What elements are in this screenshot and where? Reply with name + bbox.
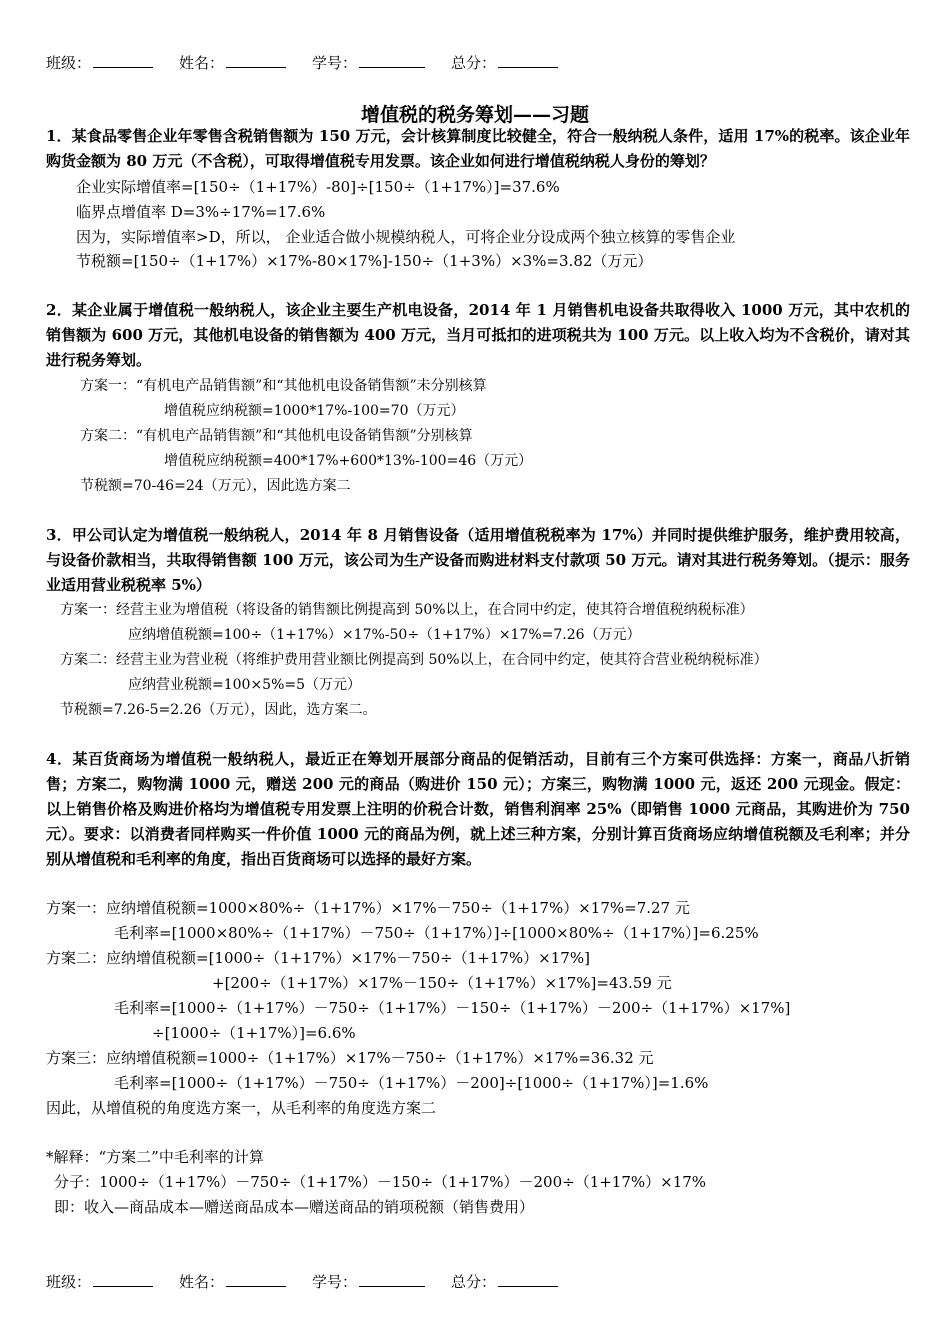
class-label-bottom: 班级： [46, 1273, 92, 1291]
q2-line-4: 增值税应纳税额=400*17%+600*13%-100=46（万元） [164, 453, 533, 469]
class-blank-bottom[interactable] [93, 1272, 153, 1287]
q2-line-1: 方案一：“有机电产品销售额”和“其他机电设备销售额”未分别核算 [80, 378, 487, 394]
q3-line-2: 应纳增值税额=100÷（1+17%）×17%-50÷（1+17%）×17%=7.26（万元） [128, 627, 641, 643]
score-label: 总分： [451, 54, 497, 72]
class-field [46, 52, 153, 73]
q3-line-4: 应纳营业税额=100×5%=5（万元） [128, 677, 362, 693]
q1-line-4: 节税额=[150÷（1+17%）×17%-80×17%]-150÷（1+3%）×3%=3.82（万元） [76, 252, 653, 270]
q4-line-4: +[200÷（1+17%）×17%－150÷（1+17%）×17%]=43.59 元 [212, 974, 672, 992]
q2-line-2: 增值税应纳税额=1000*17%-100=70（万元） [164, 403, 465, 419]
name-label-bottom: 姓名： [179, 1273, 225, 1291]
score-label-bottom: 总分： [451, 1273, 497, 1291]
name-blank-bottom[interactable] [226, 1272, 286, 1287]
student-id-field [312, 52, 425, 73]
student-id-field-bottom [312, 1271, 425, 1292]
q4-line-7: 方案三：应纳增值税额=1000÷（1+17%）×17%－750÷（1+17%）×17%=36.32 元 [46, 1049, 654, 1067]
student-id-label-bottom: 学号： [312, 1273, 358, 1291]
q1-line-3: 因为，实际增值率>D，所以， 企业适合做小规模纳税人，可将企业分设成两个独立核算的零售企业 [76, 228, 736, 246]
q2-line-3: 方案二：“有机电产品销售额”和“其他机电设备销售额”分别核算 [80, 428, 473, 444]
question-3: 3．甲公司认定为增值税一般纳税人，2014 年 8 月销售设备（适用增值税税率为 17%）并同时提供维护服务，维护费用较高，与设备价款相当，共取得销售额 100 万元，该公司为生产设备而购进材料支付款项 50 万元。请对其进行税务筹划。（提示：服务业适用营业税税率 5%） [46, 526, 910, 594]
q4-note-line-2: 即：收入—商品成本—赠送商品成本—赠送商品的销项税额（销售费用） [54, 1198, 535, 1216]
page-title: 增值税的税务筹划——习题 [360, 104, 589, 126]
class-label: 班级： [46, 54, 92, 72]
q1-line-2: 临界点增值率 D=3%÷17%=17.6% [76, 203, 326, 221]
student-id-label: 学号： [312, 54, 358, 72]
q4-line-3: 方案二：应纳增值税额=[1000÷（1+17%）×17%－750÷（1+17%）×17%] [46, 949, 590, 967]
student-id-blank[interactable] [359, 53, 425, 68]
score-blank[interactable] [498, 53, 558, 68]
q4-note-line-1: 分子：1000÷（1+17%）－750÷（1+17%）－150÷（1+17%）－200÷（1+17%）×17% [54, 1173, 707, 1191]
q2-line-5: 节税额=70-46=24（万元），因此选方案二 [80, 478, 351, 494]
q3-line-3: 方案二：经营主业为营业税（将维护费用营业额比例提高到 50%以上，在合同中约定，使其符合营业税纳税标准） [60, 652, 768, 668]
q1-line-1: 企业实际增值率=[150÷（1+17%）-80]÷[150÷（1+17%）]=37.6% [76, 178, 560, 196]
q4-note-title: *解释：“方案二”中毛利率的计算 [46, 1148, 264, 1166]
score-blank-bottom[interactable] [498, 1272, 558, 1287]
question-1: 1．某食品零售企业年零售含税销售额为 150 万元，会计核算制度比较健全，符合一般纳税人条件，适用 17%的税率。该企业年购货金额为 80 万元（不含税），可取得增值税专用发票。该企业如何进行增值税纳税人身份的筹划？ [46, 127, 910, 170]
header-fields-top [46, 52, 584, 73]
q4-line-6: ÷[1000÷（1+17%）]=6.6% [152, 1024, 356, 1042]
name-field [179, 52, 286, 73]
name-label: 姓名： [179, 54, 225, 72]
name-field-bottom [179, 1271, 286, 1292]
student-id-blank-bottom[interactable] [359, 1272, 425, 1287]
class-field-bottom [46, 1271, 153, 1292]
header-fields-bottom [46, 1271, 584, 1292]
q4-conclusion: 因此，从增值税的角度选方案一，从毛利率的角度选方案二 [46, 1099, 437, 1117]
q4-line-5: 毛利率=[1000÷（1+17%）－750÷（1+17%）－150÷（1+17%）－200÷（1+17%）×17%] [114, 999, 791, 1017]
question-4: 4．某百货商场为增值税一般纳税人，最近正在筹划开展部分商品的促销活动，目前有三个方案可供选择：方案一，商品八折销售；方案二，购物满 1000 元，赠送 200 元的商品（购进价 150 元）；方案三，购物满 1000 元，返还 200 元现金。假定：以上销售价格及购进价格均为增值税专用发票上注明的价税合计数，销售利润率 25%（即销售 1000 元商品，其购进价为 750 元）。要求：以消费者同样购买一件价值 1000 元的商品为例，就上述三种方案，分别计算百货商场应纳增值税额及毛利率；并分别从增值税和毛利率的角度，指出百货商场可以选择的最好方案。 [46, 750, 910, 868]
q3-line-1: 方案一：经营主业为增值税（将设备的销售额比例提高到 50%以上，在合同中约定，使其符合增值税纳税标准） [60, 602, 754, 618]
question-2: 2．某企业属于增值税一般纳税人，该企业主要生产机电设备，2014 年 1 月销售机电设备共取得收入 1000 万元，其中农机的销售额为 600 万元，其他机电设备的销售额为 400 万元，当月可抵扣的进项税共为 100 万元。以上收入均为不含税价，请对其进行税务筹划。 [46, 301, 910, 369]
score-field-bottom [451, 1271, 558, 1292]
q4-line-1: 方案一：应纳增值税额=1000×80%÷（1+17%）×17%－750÷（1+17%）×17%=7.27 元 [46, 899, 690, 917]
q4-line-2: 毛利率=[1000×80%÷（1+17%）－750÷（1+17%）]÷[1000×80%÷（1+17%）]=6.25% [114, 924, 759, 942]
class-blank[interactable] [93, 53, 153, 68]
q3-line-5: 节税额=7.26-5=2.26（万元），因此，选方案二。 [60, 702, 377, 718]
q4-line-8: 毛利率=[1000÷（1+17%）－750÷（1+17%）－200]÷[1000÷（1+17%）]=1.6% [114, 1074, 709, 1092]
score-field [451, 52, 558, 73]
name-blank[interactable] [226, 53, 286, 68]
